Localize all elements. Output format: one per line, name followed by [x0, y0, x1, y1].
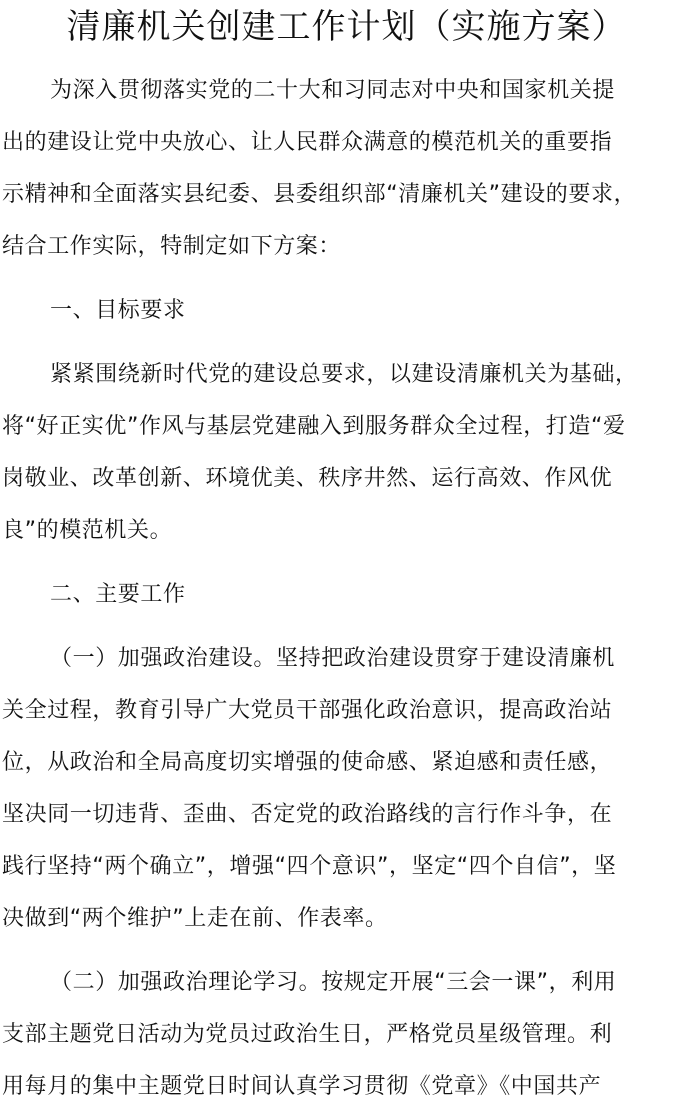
section-1-line-1: 紧紧围绕新时代党的建设总要求，以建设清廉机关为基础， — [50, 362, 638, 387]
item-2-line-1: （二）加强政治理论学习。按规定开展“三会一课”，利用 — [50, 970, 617, 995]
item-1-line-5: 践行坚持“两个确立”，增强“四个意识”，坚定“四个自信”，坚 — [2, 854, 617, 879]
intro-line-3: 示精神和全面落实县纪委、县委组织部“清廉机关”建设的要求， — [2, 182, 637, 207]
section-1-line-3: 岗敬业、改革创新、环境优美、秩序井然、运行高效、作风优 — [2, 466, 613, 491]
item-2-line-3: 用每月的集中主题党日时间认真学习贯彻《党章》《中国共产 — [2, 1074, 602, 1097]
item-1-line-3: 位，从政治和全局高度切实增强的使命感、紧迫感和责任感， — [2, 750, 613, 775]
item-2-line-2: 支部主题党日活动为党员过政治生日，严格党员星级管理。利 — [2, 1022, 613, 1047]
section-2-heading: 二、主要工作 — [50, 582, 186, 607]
item-1-line-2: 关全过程，教育引导广大党员干部强化政治意识，提高政治站 — [2, 698, 613, 723]
document-title: 清廉机关创建工作计划（实施方案） — [66, 7, 627, 47]
item-1-line-1: （一）加强政治建设。坚持把政治建设贯穿于建设清廉机 — [50, 646, 616, 671]
item-1-line-4: 坚决同一切违背、歪曲、否定党的政治路线的言行作斗争，在 — [2, 802, 613, 827]
intro-line-2: 出的建设让党中央放心、让人民群众满意的模范机关的重要指 — [2, 130, 613, 155]
intro-line-1: 为深入贯彻落实党的二十大和习同志对中央和国家机关提 — [50, 78, 616, 103]
section-1-line-2: 将“好正实优”作风与基层党建融入到服务群众全过程，打造“爱 — [2, 414, 626, 439]
intro-line-4: 结合工作实际，特制定如下方案： — [2, 234, 342, 259]
section-1-line-4: 良”的模范机关。 — [2, 518, 173, 543]
item-1-line-6: 决做到“两个维护”上走在前、作表率。 — [2, 906, 388, 931]
section-1-heading: 一、目标要求 — [50, 298, 186, 323]
